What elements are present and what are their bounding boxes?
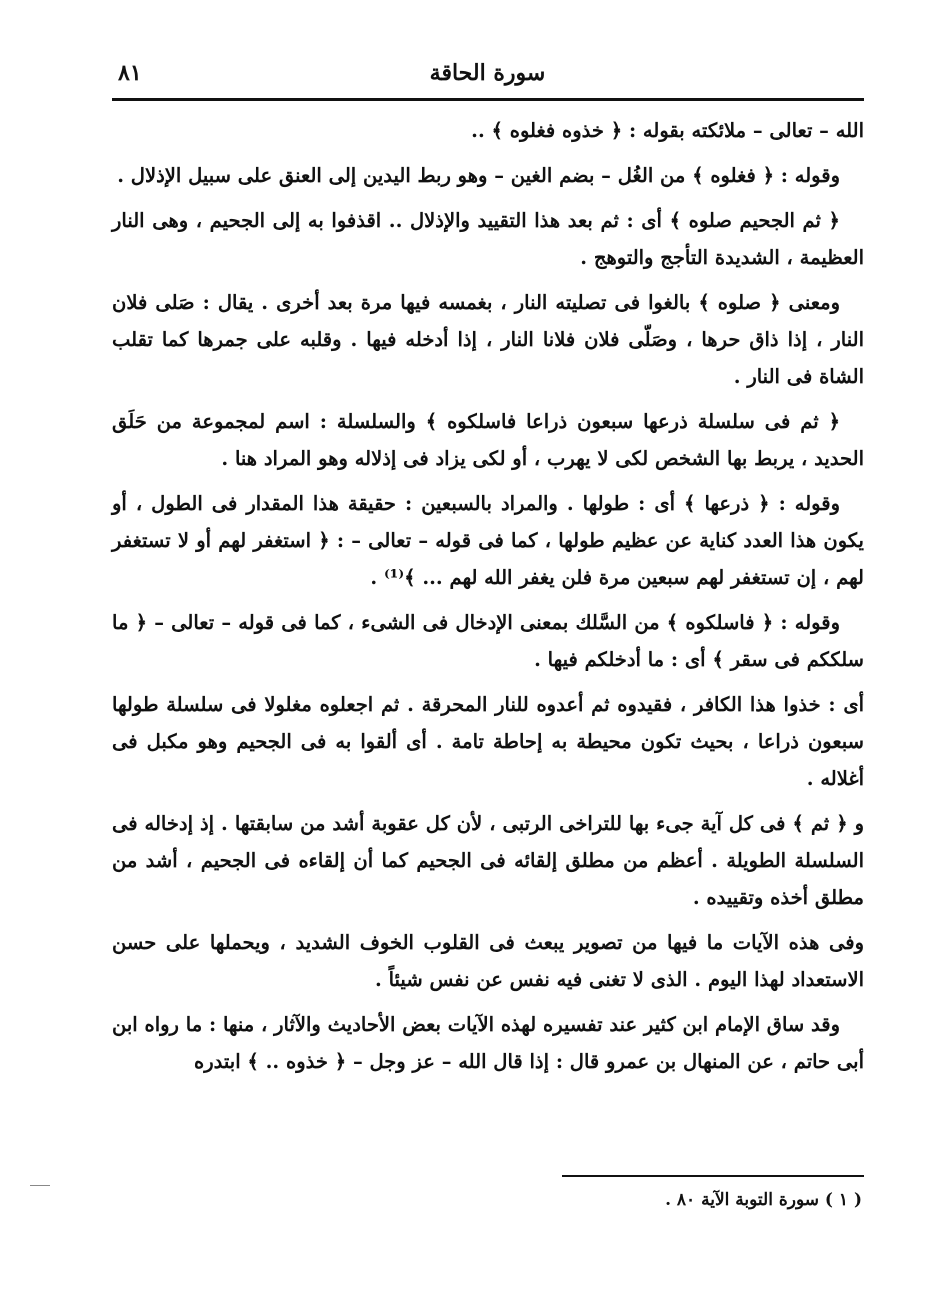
paragraph-3: ﴿ ثم الجحيم صلوه ﴾ أى : ثم بعد هذا التقييد والإذلال .. اقذفوا به إلى الجحيم ، وهى النار العظيمة ، الشديدة التأجج والتوهج . — [112, 209, 864, 269]
surah-title: سورة الحاقة — [429, 60, 546, 86]
paragraph-4: ومعنى ﴿ صلوه ﴾ بالغوا فى تصليته النار ، بغمسه فيها مرة بعد أخرى . يقال : صَلى فلان النار ، إذا ذاق حرها ، وصَلّى فلان فلانا النار ، إذا أدخله فيها . وقلبه على جمرها كما تقلب الشاة فى النار . — [112, 291, 864, 388]
page-number: ٨١ — [118, 60, 142, 86]
paragraph-2: وقوله : ﴿ فغلوه ﴾ من الغُل – بضم الغين – وهو ربط اليدين إلى العنق على سبيل الإذلال . — [117, 164, 840, 187]
paragraph-9: و ﴿ ثم ﴾ فى كل آية جىء بها للتراخى الرتبى ، لأن كل عقوبة أشد من سابقتها . إذ إدخاله فى السلسلة الطويلة . أعظم من مطلق إلقائه فى الجحيم كما أن إلقاءه فى الجحيم ، أشد من مطلق أخذه وتقييده . — [112, 812, 865, 909]
paragraph-5: ﴿ ثم فى سلسلة ذرعها سبعون ذراعا فاسلكوه ﴾ والسلسلة : اسم لمجموعة من حَلَق الحديد ، يربط بها الشخص لكى لا يهرب ، أو لكى يزاد فى إذلاله وهو المراد هنا . — [112, 410, 864, 470]
page-header — [110, 56, 865, 96]
paragraph-11: وقد ساق الإمام ابن كثير عند تفسيره لهذه الآيات بعض الأحاديث والآثار ، منها : ما رواه ابن أبى حاتم ، عن المنهال بن عمرو قال : إذا قال الله – عز وجل – ﴿ خذوه .. ﴾ ابتدره — [112, 1013, 864, 1073]
paragraph-6: وقوله : ﴿ ذرعها ﴾ أى : طولها . والمراد بالسبعين : حقيقة هذا المقدار فى الطول ، أو يكون هذا العدد كناية عن عظيم طولها ، كما فى قوله – تعالى – : ﴿ استغفر لهم أو لا تستغفر لهم ، إن تستغفر لهم سبعين مرة فلن يغفر الله لهم ... ﴾⁽¹⁾ . — [112, 492, 864, 589]
header-rule — [112, 98, 864, 101]
paragraph-1: الله – تعالى – ملائكته بقوله : ﴿ خذوه فغلوه ﴾ .. — [471, 119, 864, 142]
paragraph-10: وفى هذه الآيات ما فيها من تصوير يبعث فى القلوب الخوف الشديد ، ويحملها على حسن الاستعداد لهذا اليوم . الذى لا تغنى فيه نفس عن نفس شيئاً . — [112, 931, 864, 991]
footnote-rule — [562, 1175, 864, 1177]
margin-mark — [30, 1185, 50, 1186]
paragraph-7: وقوله : ﴿ فاسلكوه ﴾ من السَّلك بمعنى الإدخال فى الشىء ، كما فى قوله – تعالى – ﴿ ما سلككم فى سقر ﴾ أى : ما أدخلكم فيها . — [112, 611, 864, 671]
paragraph-8: أى : خذوا هذا الكافر ، فقيدوه ثم أعدوه للنار المحرقة . ثم اجعلوه مغلولا فى سلسلة طولها سبعون ذراعا ، بحيث تكون محيطة به إحاطة تامة . أى ألقوا به فى الجحيم وهو مكبل فى أغلاله . — [112, 693, 864, 790]
body-text — [112, 112, 864, 1088]
footnote: ( ١ ) سورة التوبة الآية ٨٠ . — [665, 1190, 862, 1210]
